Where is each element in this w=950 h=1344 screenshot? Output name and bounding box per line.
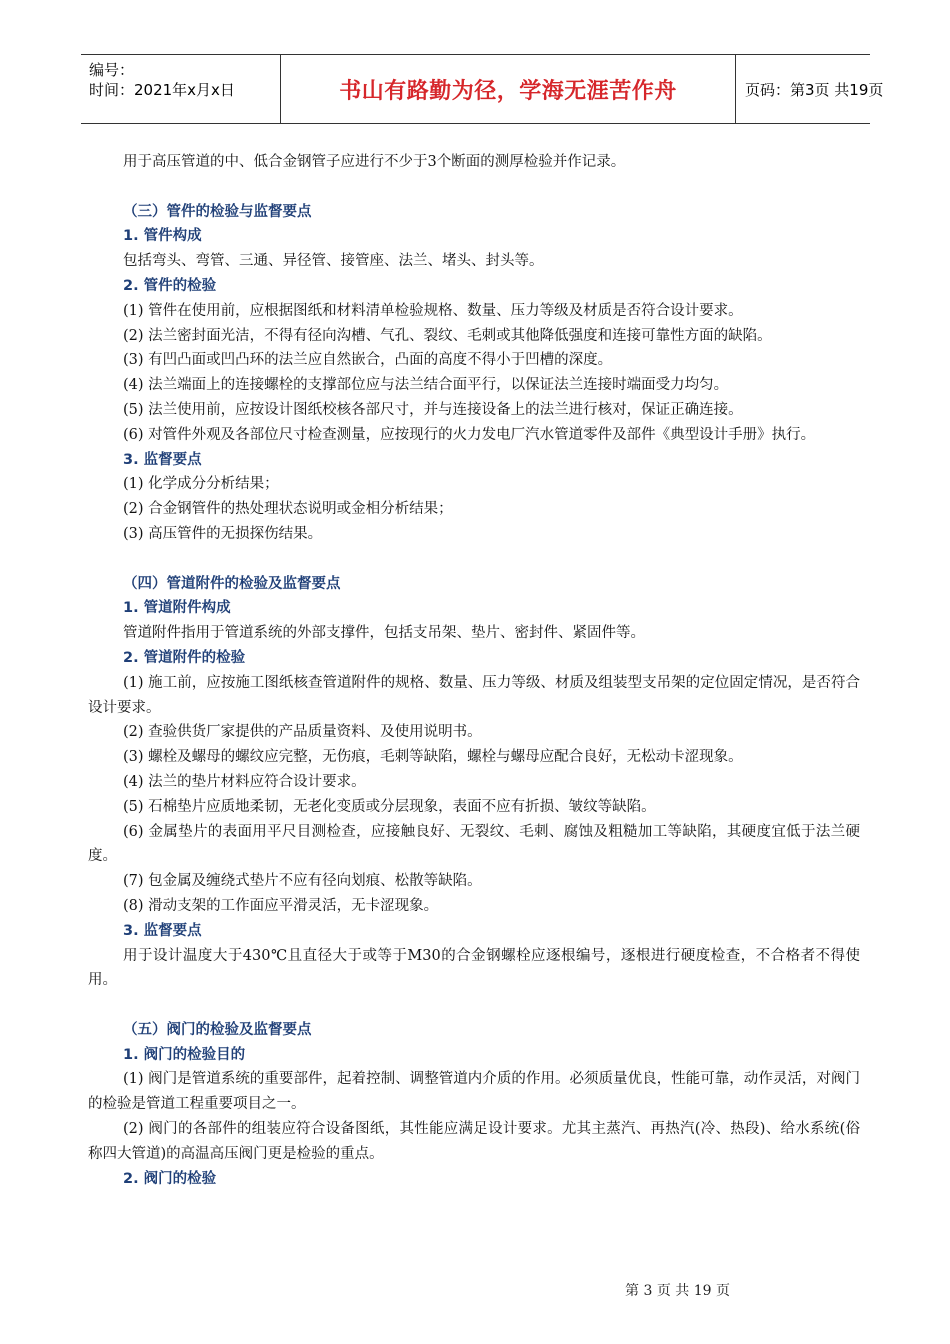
list-item: (5) 石棉垫片应质地柔韧，无老化变质或分层现象，表面不应有折损、皱纹等缺陷。	[123, 798, 656, 815]
list-item: (7) 包金属及缠绕式垫片不应有径向划痕、松散等缺陷。	[123, 873, 482, 890]
subsection-heading: 2. 管道附件的检验	[123, 649, 246, 666]
list-item: (6) 对管件外观及各部位尺寸检查测量，应按现行的火力发电厂汽水管道零件及部件《典型设计手册》执行。	[123, 426, 816, 443]
section-heading: （四）管道附件的检验及监督要点	[123, 575, 341, 592]
list-item: (2) 阀门的各部件的组装应符合设备图纸，其性能应满足设计要求。尤其主蒸汽、再热汽(冷、热段)、给水系统(俗称四大管道)的高温高压阀门更是检验的重点。	[88, 1121, 860, 1162]
list-item: (6) 金属垫片的表面用平尺目测检查，应接触良好、无裂纹、毛刺、腐蚀及粗糙加工等缺陷，其硬度宜低于法兰硬度。	[88, 823, 860, 865]
subsection-heading: 3. 监督要点	[123, 922, 202, 939]
list-item: (4) 法兰端面上的连接螺栓的支撑部位应与法兰结合面平行，以保证法兰连接时端面受力均匀。	[123, 377, 729, 394]
header-motto-cell	[280, 55, 736, 123]
list-item: (1) 阀门是管道系统的重要部件，起着控制、调整管道内介质的作用。必须质量优良，性能可靠，动作灵活，对阀门的检验是管道工程重要项目之一。	[88, 1071, 860, 1113]
list-item: (2) 合金钢管件的热处理状态说明或金相分析结果；	[123, 501, 453, 518]
document-body	[88, 150, 860, 1191]
subsection-heading: 3. 监督要点	[123, 451, 202, 468]
header-motto: 书山有路勤为径，学海无涯苦作舟	[339, 78, 677, 104]
subsection-heading: 1. 管道附件构成	[123, 600, 231, 617]
subsection-heading: 1. 阀门的检验目的	[123, 1046, 246, 1063]
section-heading: （三）管件的检验与监督要点	[123, 203, 312, 220]
list-item: (3) 高压管件的无损探伤结果。	[123, 525, 323, 542]
document-time-label: 时间：2021年x月x日	[89, 81, 235, 99]
section-heading: （五）阀门的检验及监督要点	[123, 1021, 312, 1038]
paragraph: 包括弯头、弯管、三通、异径管、接管座、法兰、堵头、封头等。	[123, 253, 544, 270]
header-meta-cell	[81, 55, 280, 123]
list-item: (3) 有凹凸面或凹凸环的法兰应自然嵌合，凸面的高度不得小于凹槽的深度。	[123, 352, 613, 369]
document-number-label: 编号：	[89, 61, 135, 79]
list-item: (5) 法兰使用前，应按设计图纸校核各部尺寸，并与连接设备上的法兰进行核对，保证正确连接。	[123, 401, 743, 418]
list-item: (2) 查验供货厂家提供的产品质量资料、及使用说明书。	[123, 724, 482, 741]
subsection-heading: 1. 管件构成	[123, 228, 202, 245]
list-item: (4) 法兰的垫片材料应符合设计要求。	[123, 773, 366, 790]
footer-page-number: 第 3 页 共 19 页	[625, 1283, 730, 1299]
list-item: (3) 螺栓及螺母的螺纹应完整，无伤痕，毛刺等缺陷，螺栓与螺母应配合良好，无松动卡涩现象。	[123, 749, 743, 766]
subsection-heading: 2. 管件的检验	[123, 277, 217, 294]
list-item: (8) 滑动支架的工作面应平滑灵活，无卡涩现象。	[123, 897, 439, 914]
page-header	[81, 54, 884, 124]
header-page-code: 页码：第3页 共19页	[745, 80, 884, 99]
paragraph: 用于高压管道的中、低合金钢管子应进行不少于3个断面的测厚检验并作记录。	[123, 154, 626, 170]
header-page-cell	[735, 55, 884, 123]
paragraph: 管道附件指用于管道系统的外部支撑件，包括支吊架、垫片、密封件、紧固件等。	[123, 625, 645, 642]
paragraph: 用于设计温度大于430℃且直径大于或等于M30的合金钢螺栓应逐根编号，逐根进行硬度检查，不合格者不得使用。	[88, 947, 860, 989]
list-item: (1) 化学成分分析结果；	[123, 476, 279, 493]
list-item: (1) 施工前，应按施工图纸核查管道附件的规格、数量、压力等级、材质及组装型支吊架的定位固定情况，是否符合设计要求。	[88, 674, 860, 716]
subsection-heading: 2. 阀门的检验	[123, 1170, 217, 1187]
list-item: (2) 法兰密封面光洁，不得有径向沟槽、气孔、裂纹、毛刺或其他降低强度和连接可靠性方面的缺陷。	[123, 327, 772, 344]
list-item: (1) 管件在使用前，应根据图纸和材料清单检验规格、数量、压力等级及材质是否符合设计要求。	[123, 302, 743, 319]
